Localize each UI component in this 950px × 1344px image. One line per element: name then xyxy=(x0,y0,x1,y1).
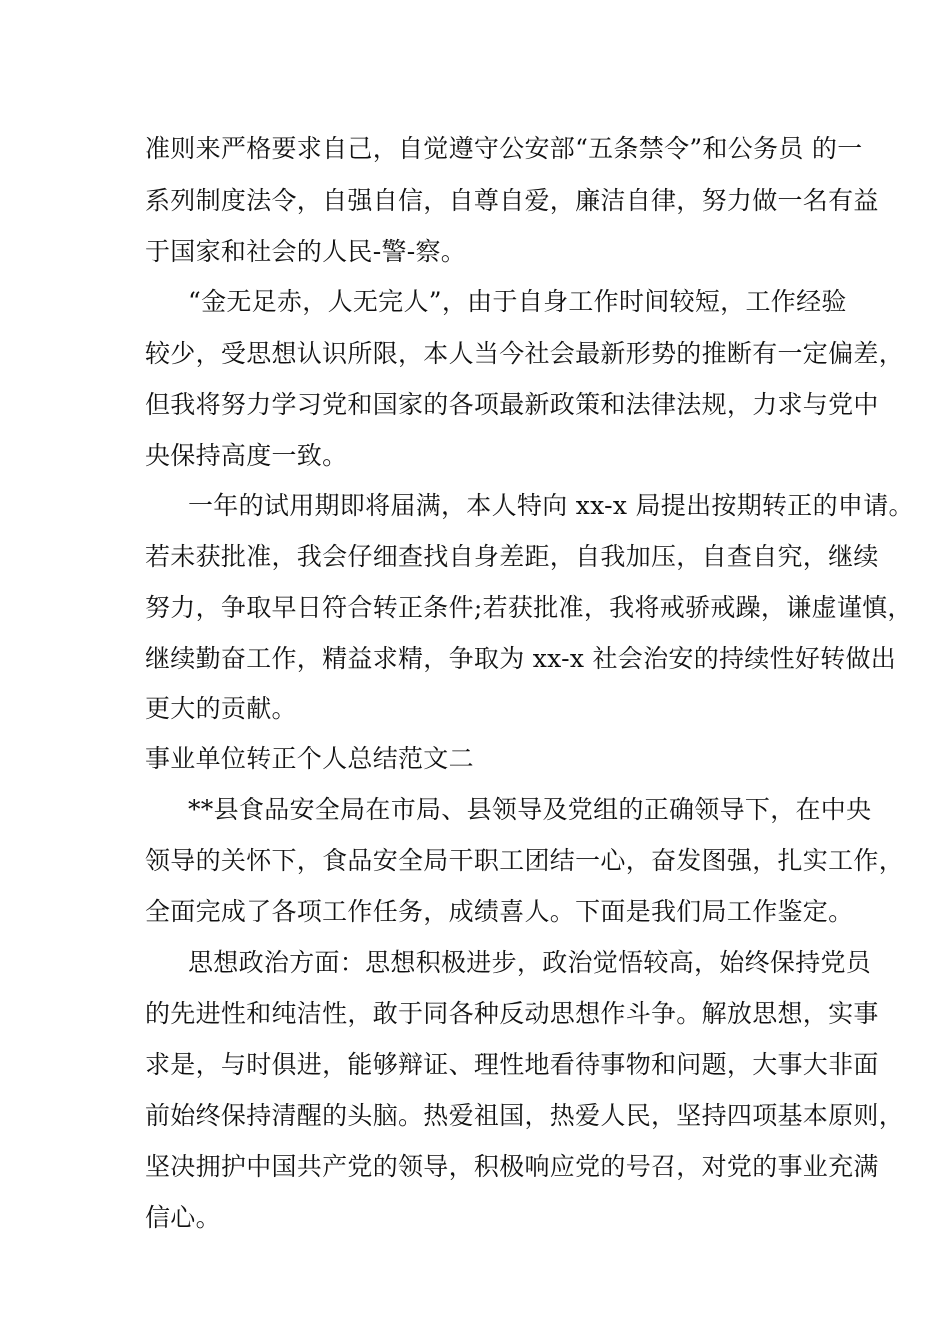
paragraph-start-line: **县食品安全局在市局、县领导及党组的正确领导下，在中央 xyxy=(188,795,872,824)
text-line: 但我将努力学习党和国家的各项最新政策和法律法规，力求与党中 xyxy=(145,390,879,419)
text-line: 求是，与时俱进，能够辩证、理性地看待事物和问题，大事大非面 xyxy=(145,1050,879,1079)
text-line: 准则来严格要求自己，自觉遵守公安部“五条禁令”和公务员 的一 xyxy=(145,134,863,163)
text-line: 信心。 xyxy=(145,1203,221,1232)
paragraph-start-line: 思想政治方面：思想积极进步，政治觉悟较高，始终保持党员 xyxy=(188,948,872,977)
text-line: 前始终保持清醒的头脑。热爱祖国，热爱人民，坚持四项基本原则， xyxy=(145,1101,905,1130)
text-line: 领导的关怀下，食品安全局干职工团结一心，奋发图强，扎实工作， xyxy=(145,846,905,875)
text-line: 继续勤奋工作，精益求精，争取为 xx-x 社会治安的持续性好转做出 xyxy=(145,644,897,673)
paragraph-start-line: “金无足赤，人无完人”，由于自身工作时间较短，工作经验 xyxy=(188,287,847,316)
text-line: 全面完成了各项工作任务，成绩喜人。下面是我们局工作鉴定。 xyxy=(145,897,854,926)
text-line: 坚决拥护中国共产党的领导，积极响应党的号召，对党的事业充满 xyxy=(145,1152,879,1181)
text-line: 央保持高度一致。 xyxy=(145,441,348,470)
text-line: 若未获批准，我会仔细查找自身差距，自我加压，自查自究，继续 xyxy=(145,542,879,571)
text-line: 的先进性和纯洁性，敢于同各种反动思想作斗争。解放思想，实事 xyxy=(145,999,879,1028)
text-line: 较少，受思想认识所限，本人当今社会最新形势的推断有一定偏差， xyxy=(145,339,905,368)
text-line: 更大的贡献。 xyxy=(145,694,297,723)
text-line: 努力，争取早日符合转正条件;若获批准，我将戒骄戒躁，谦虚谨慎， xyxy=(145,593,913,622)
section-heading: 事业单位转正个人总结范文二 xyxy=(145,744,474,773)
text-line: 系列制度法令，自强自信，自尊自爱，廉洁自律，努力做一名有益 xyxy=(145,186,879,215)
paragraph-start-line: 一年的试用期即将届满，本人特向 xx-x 局提出按期转正的申请。 xyxy=(188,491,914,520)
text-line: 于国家和社会的人民-警-察。 xyxy=(145,237,467,266)
